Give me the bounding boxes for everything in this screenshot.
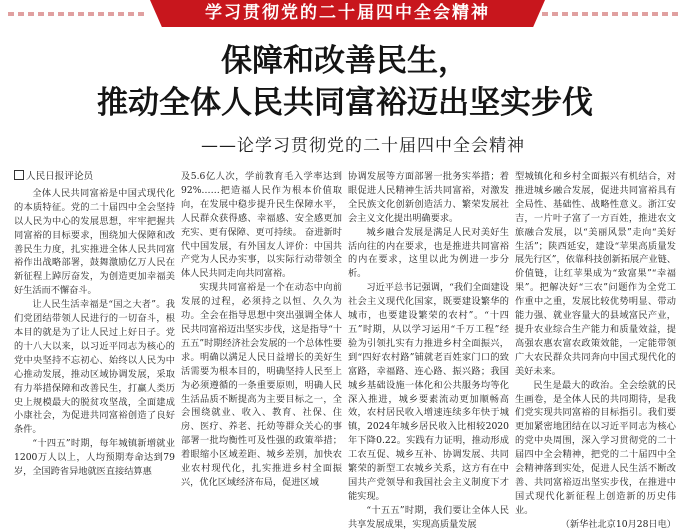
headline-line-2: 推动全体人民共同富裕迈出坚实步伐: [97, 85, 593, 121]
column-banner: [0, 0, 690, 30]
subheadline: ——论学习贯彻党的二十届四中全会精神: [201, 136, 525, 156]
paragraph: “十五五”时期，我们要让全体人民共享发展成果，实现高质量发展: [348, 504, 509, 530]
banner-right-decoration: [542, 12, 682, 16]
paragraph: 型城镇化和乡村全面振兴有机结合，对推进城乡融合发展，促进共同富裕具有全局性、基础性、战略性意义。浙江安吉，一片叶子富了一方百姓，推进农文旅融合发展，以“美丽风景”走向“美好生活”；陕西延安，建设“苹果高质量发展先行区”，依靠科技创新拓展产业链、价值链，让红苹果成为“致富果”“幸福果”。把解决好“三农”问题作为全党工作重中之重，发展比较优势明显、带动能力强、就业容量大的县域富民产业，提升农业综合生产能力和质量效益，提高强农惠农富农政策效能，一定能带领广大农民群众共同奔向中国式现代化的美好未来。: [515, 171, 676, 377]
byline-text: 人民日报评论员: [26, 171, 94, 182]
article-column-1: [14, 170, 175, 478]
paragraph: 实现共同富裕是一个在动态中向前发展的过程，必须持之以恒、久久为功。全会在指导思想中突出强调全体人民共同富裕迈出坚实步伐，这是指导“十五五”时期经济社会发展的一个总体性要求。明确以满足人民日益增长的美好生活需要为根本目的，明确坚持人民至上为必须遵循的一条重要原则，明确人民生活品质不断提高为主要目标之一，全会围绕就业、收入、教育、社保、住房、医疗、养老、托幼等群众关心的事部署一批均衡性可及性强的政策举措；着眼缩小区域差距、城乡差别，加快农业农村现代化，扎实推进乡村全面振兴，优化区域经济布局，促进区域: [181, 282, 342, 488]
paragraph: “十四五”时期，每年城镇新增就业1200万人以上，人均预期寿命达到79岁，全国跨省异地就医直接结算惠: [14, 438, 175, 478]
article-body: [14, 170, 676, 530]
paragraph: 让人民生活幸福是“国之大者”。我们党团结带领人民进行的一切奋斗，根本目的就是为了让人民过上好日子。党的十八大以来，以习近平同志为核心的党中央坚持不忘初心、始终以人民为中心推动发展，推动区域协调发展，采取有力举措保障和改善民生，打赢人类历史上规模最大的脱贫攻坚战，全面建成小康社会，为促进共同富裕创造了良好条件。: [14, 299, 175, 436]
paragraph: 及5.6亿人次，学前教育毛入学率达到92%……把造福人民作为根本价值取向，在发展中稳步提升民生保障水平，人民群众获得感、幸福感、安全感更加充实、更有保障、更可持续。 奋进新时代中国发展，有外国友人评价：中国共产党为人民办实事，以实际行动带领全体人民共同走向共同富裕。: [181, 171, 342, 280]
headline: [0, 40, 690, 124]
paragraph: 城乡融合发展是满足人民对美好生活向往的内在要求，也是推进共同富裕的内在要求，这里以此为例进一步分析。: [348, 226, 509, 280]
signoff: （新华社北京10月28日电）: [560, 518, 676, 530]
article-column-2: [181, 170, 342, 488]
paragraph: 民生是最大的政治。全会绘就的民生画卷，是全体人民的共同期待，是我们党实现共同富裕的目标指引。我们要更加紧密地团结在以习近平同志为核心的党中央周围，深入学习贯彻党的二十届四中全会精神，把党的二十届四中全会精神落到实处，促进人民生活不断改善、共同富裕迈出坚实步伐，在推进中国式现代化新征程上创造新的历史伟业。: [515, 379, 676, 516]
article-column-3: [348, 170, 509, 530]
banner-left-decoration: [8, 12, 148, 16]
paragraph: 协调发展等方面部署一批务实举措；着眼促进人民精神生活共同富裕，对激发全民族文化创新创造活力、繁荣发展社会主义文化提出明确要求。: [348, 171, 509, 224]
byline: [14, 170, 175, 184]
headline-line-1: 保障和改善民生，: [221, 43, 469, 79]
article-column-4: [515, 170, 676, 530]
paragraph: 习近平总书记强调，“我们全面建设社会主义现代化国家，既要建设繁华的城市，也要建设繁荣的农村”。“十四五”时期，从以学习运用“千万工程”经验为引领扎实有力推进乡村全面振兴，到“四好农村路”铺就老百姓家门口的致富路，幸福路、连心路、振兴路；我国城乡基础设施一体化和公共服务均等化深入推进，城乡要素流动更加顺畅高效，农村居民收入增速连续多年快于城镇，2024年城乡居民收入比相较2020年下降0.22。实践有力证明，推动形成工农互促、城乡互补、协调发展、共同繁荣的新型工农城乡关系，这方有在中国共产党领导和我国社会主义制度下才能实现。: [348, 282, 509, 502]
checkbox-square-icon: [14, 170, 24, 180]
paragraph: 全体人民共同富裕是中国式现代化的本质特征。党的二十届四中全会坚持以人民为中心的发展思想，牢牢把握共同富裕的目标要求，围绕加大保障和改善民生力度，扎实推进全体人民共同富裕作出战略部署，鼓舞激励亿万人民在新征程上踔厉奋发，为创造更加幸福美好生活而不懈奋斗。: [14, 187, 175, 297]
banner-title: 学习贯彻党的二十届四中全会精神: [205, 3, 490, 23]
